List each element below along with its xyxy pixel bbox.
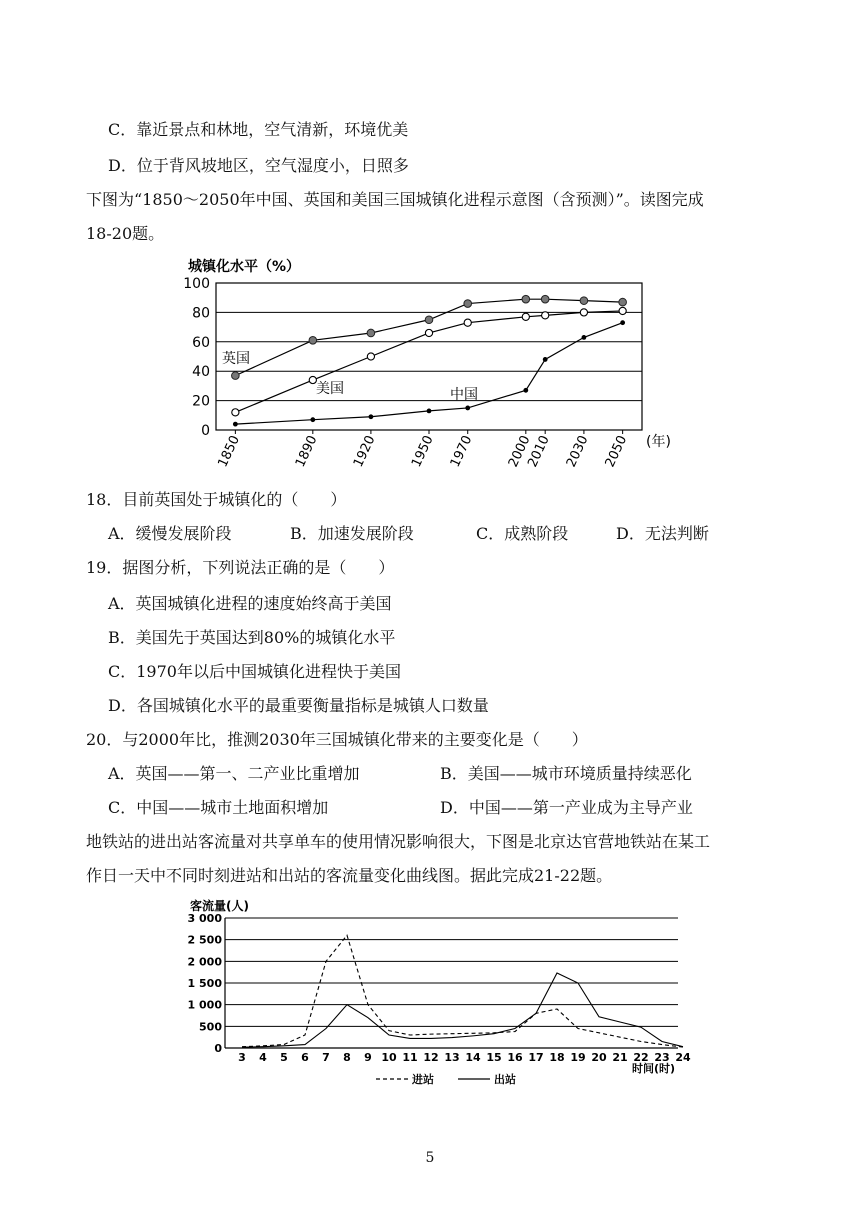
chart1-data-point <box>232 409 239 416</box>
chart1-x-tick-label: 2030 <box>563 433 592 470</box>
chart2-x-tick-label: 14 <box>465 1051 481 1064</box>
chart2-x-tick-label: 20 <box>591 1051 607 1064</box>
intro-2-line-2: 作日一天中不同时刻进站和出站的客流量变化曲线图。据此完成21-22题。 <box>86 866 613 885</box>
chart1-data-point <box>464 319 471 326</box>
chart1-data-point <box>425 329 432 336</box>
chart1-series-label-cn: 中国 <box>450 387 478 403</box>
q20-option-c: C．中国——城市土地面积增加 <box>108 798 329 817</box>
chart1-x-tick-label: 2050 <box>602 433 631 470</box>
chart1-data-point <box>580 309 587 316</box>
chart1-y-tick-label: 40 <box>192 364 210 381</box>
chart2-x-tick-label: 10 <box>381 1051 397 1064</box>
chart1-data-point <box>369 414 374 419</box>
chart2-x-tick-label: 19 <box>570 1051 586 1064</box>
chart1-xlabel: (年) <box>646 434 671 450</box>
chart2-y-tick-label: 2 000 <box>187 955 222 969</box>
chart1-data-point <box>522 313 529 320</box>
chart1-x-tick-label: 2000 <box>505 433 534 470</box>
chart1-x-tick-label: 1970 <box>447 433 476 470</box>
chart1-data-point <box>310 417 315 422</box>
chart1-data-point <box>620 320 625 325</box>
q18-option-a: A．缓慢发展阶段 <box>108 524 232 543</box>
chart1-data-point <box>522 295 530 303</box>
passenger-flow-chart <box>180 896 700 1096</box>
chart1-data-point <box>541 295 549 303</box>
chart2-x-tick-label: 13 <box>444 1051 460 1064</box>
chart1-y-tick-label: 0 <box>201 423 210 439</box>
chart1-data-point <box>427 408 432 413</box>
urbanization-chart <box>180 255 680 480</box>
chart1-data-point <box>465 406 470 411</box>
option-c-prev: C．靠近景点和林地，空气清新，环境优美 <box>108 120 409 139</box>
chart1-data-point <box>582 335 587 340</box>
chart2-x-tick-label: 8 <box>343 1051 351 1064</box>
chart1-series-label-uk: 英国 <box>222 351 250 367</box>
chart2-y-tick-label: 1 000 <box>187 998 222 1012</box>
chart1-x-tick-label: 1950 <box>409 433 437 470</box>
q19-stem: 19．据图分析，下列说法正确的是（ ） <box>86 558 395 577</box>
chart1-x-tick-label: 1920 <box>350 433 379 470</box>
chart2-series-line <box>242 973 683 1047</box>
q18-option-c: C．成熟阶段 <box>476 524 569 543</box>
chart1-y-tick-label: 60 <box>192 334 210 351</box>
chart2-x-tick-label: 4 <box>259 1051 267 1064</box>
chart2-y-tick-label: 0 <box>214 1042 222 1055</box>
chart2-x-tick-label: 16 <box>507 1051 523 1064</box>
chart1-ylabel: 城镇化水平（%） <box>188 259 301 275</box>
q20-stem: 20．与2000年比，推测2030年三国城镇化带来的主要变化是（ ） <box>86 730 588 749</box>
chart2-x-tick-label: 11 <box>402 1051 418 1064</box>
chart2-x-tick-label: 6 <box>301 1051 309 1064</box>
chart1-data-point <box>367 329 375 337</box>
chart2-x-tick-label: 12 <box>423 1051 439 1064</box>
chart1-data-point <box>464 300 472 308</box>
chart1-data-point <box>580 297 588 305</box>
chart2-ylabel: 客流量(人) <box>190 899 249 913</box>
chart1-x-tick-label: 1850 <box>215 433 243 470</box>
chart2-y-tick-label: 1 500 <box>187 977 222 990</box>
chart1-x-tick-label: 1890 <box>292 433 321 470</box>
q20-option-b: B．美国——城市环境质量持续恶化 <box>440 764 692 783</box>
chart2-y-tick-label: 3 000 <box>187 912 222 925</box>
chart2-x-tick-label: 23 <box>654 1051 670 1064</box>
q19-option-b: B．美国先于英国达到80%的城镇化水平 <box>108 628 396 647</box>
chart2-x-tick-label: 21 <box>612 1051 628 1064</box>
chart1-series-label-us: 美国 <box>316 381 344 397</box>
page-number: 5 <box>425 1150 435 1166</box>
intro-1-line-1: 下图为“1850～2050年中国、英国和美国三国城镇化进程示意图（含预测）”。读图完成 <box>86 190 704 209</box>
chart2-legend-out: 出站 <box>494 1073 516 1086</box>
chart2-x-tick-label: 24 <box>675 1051 691 1064</box>
chart2-x-tick-label: 9 <box>364 1051 372 1064</box>
q18-stem: 18．目前英国处于城镇化的（ ） <box>86 490 347 509</box>
chart2-x-tick-label: 5 <box>280 1051 288 1064</box>
chart1-y-tick-label: 100 <box>183 276 210 292</box>
chart2-legend-in: 进站 <box>412 1073 434 1086</box>
chart1-data-point <box>367 353 374 360</box>
q19-option-d: D．各国城镇化水平的最重要衡量指标是城镇人口数量 <box>108 696 489 715</box>
chart2-y-tick-label: 2 500 <box>187 933 222 947</box>
q20-option-d: D．中国——第一产业成为主导产业 <box>440 798 693 817</box>
chart1-data-point <box>543 357 548 362</box>
chart1-data-point <box>309 337 317 345</box>
q19-option-a: A．英国城镇化进程的速度始终高于美国 <box>108 594 392 613</box>
chart1-data-point <box>523 388 528 393</box>
q18-option-d: D．无法判断 <box>616 524 709 543</box>
chart1-y-tick-label: 20 <box>192 393 210 410</box>
chart1-data-point <box>233 422 238 427</box>
chart1-data-point <box>425 316 433 324</box>
chart2-x-tick-label: 3 <box>238 1051 246 1064</box>
chart1-plot-frame <box>216 283 642 430</box>
chart2-x-tick-label: 22 <box>633 1051 649 1064</box>
chart1-series-line <box>235 311 622 412</box>
intro-2-line-1: 地铁站的进出站客流量对共享单车的使用情况影响很大，下图是北京达官营地铁站在某工 <box>86 832 711 851</box>
chart2-y-tick-label: 500 <box>199 1020 222 1034</box>
chart2-x-tick-label: 7 <box>322 1051 330 1064</box>
chart2-x-tick-label: 15 <box>486 1051 502 1064</box>
q19-option-c: C．1970年以后中国城镇化进程快于美国 <box>108 662 401 681</box>
chart2-xlabel: 时间(时) <box>632 1062 676 1075</box>
q20-option-a: A．英国——第一、二产业比重增加 <box>108 764 360 783</box>
chart1-data-point <box>232 372 240 380</box>
chart1-data-point <box>619 298 627 306</box>
chart2-x-tick-label: 17 <box>528 1051 544 1064</box>
chart1-data-point <box>619 307 626 314</box>
chart1-data-point <box>542 312 549 319</box>
chart2-x-tick-label: 18 <box>549 1051 565 1064</box>
chart1-y-tick-label: 80 <box>192 305 210 322</box>
q18-option-b: B．加速发展阶段 <box>290 524 414 543</box>
intro-1-line-2: 18-20题。 <box>86 224 165 243</box>
chart1-series-line <box>235 299 622 375</box>
option-d-prev: D．位于背风坡地区，空气湿度小，日照多 <box>108 156 409 175</box>
chart2-series-line <box>242 935 683 1047</box>
chart1-x-tick-label: 2010 <box>525 433 553 470</box>
